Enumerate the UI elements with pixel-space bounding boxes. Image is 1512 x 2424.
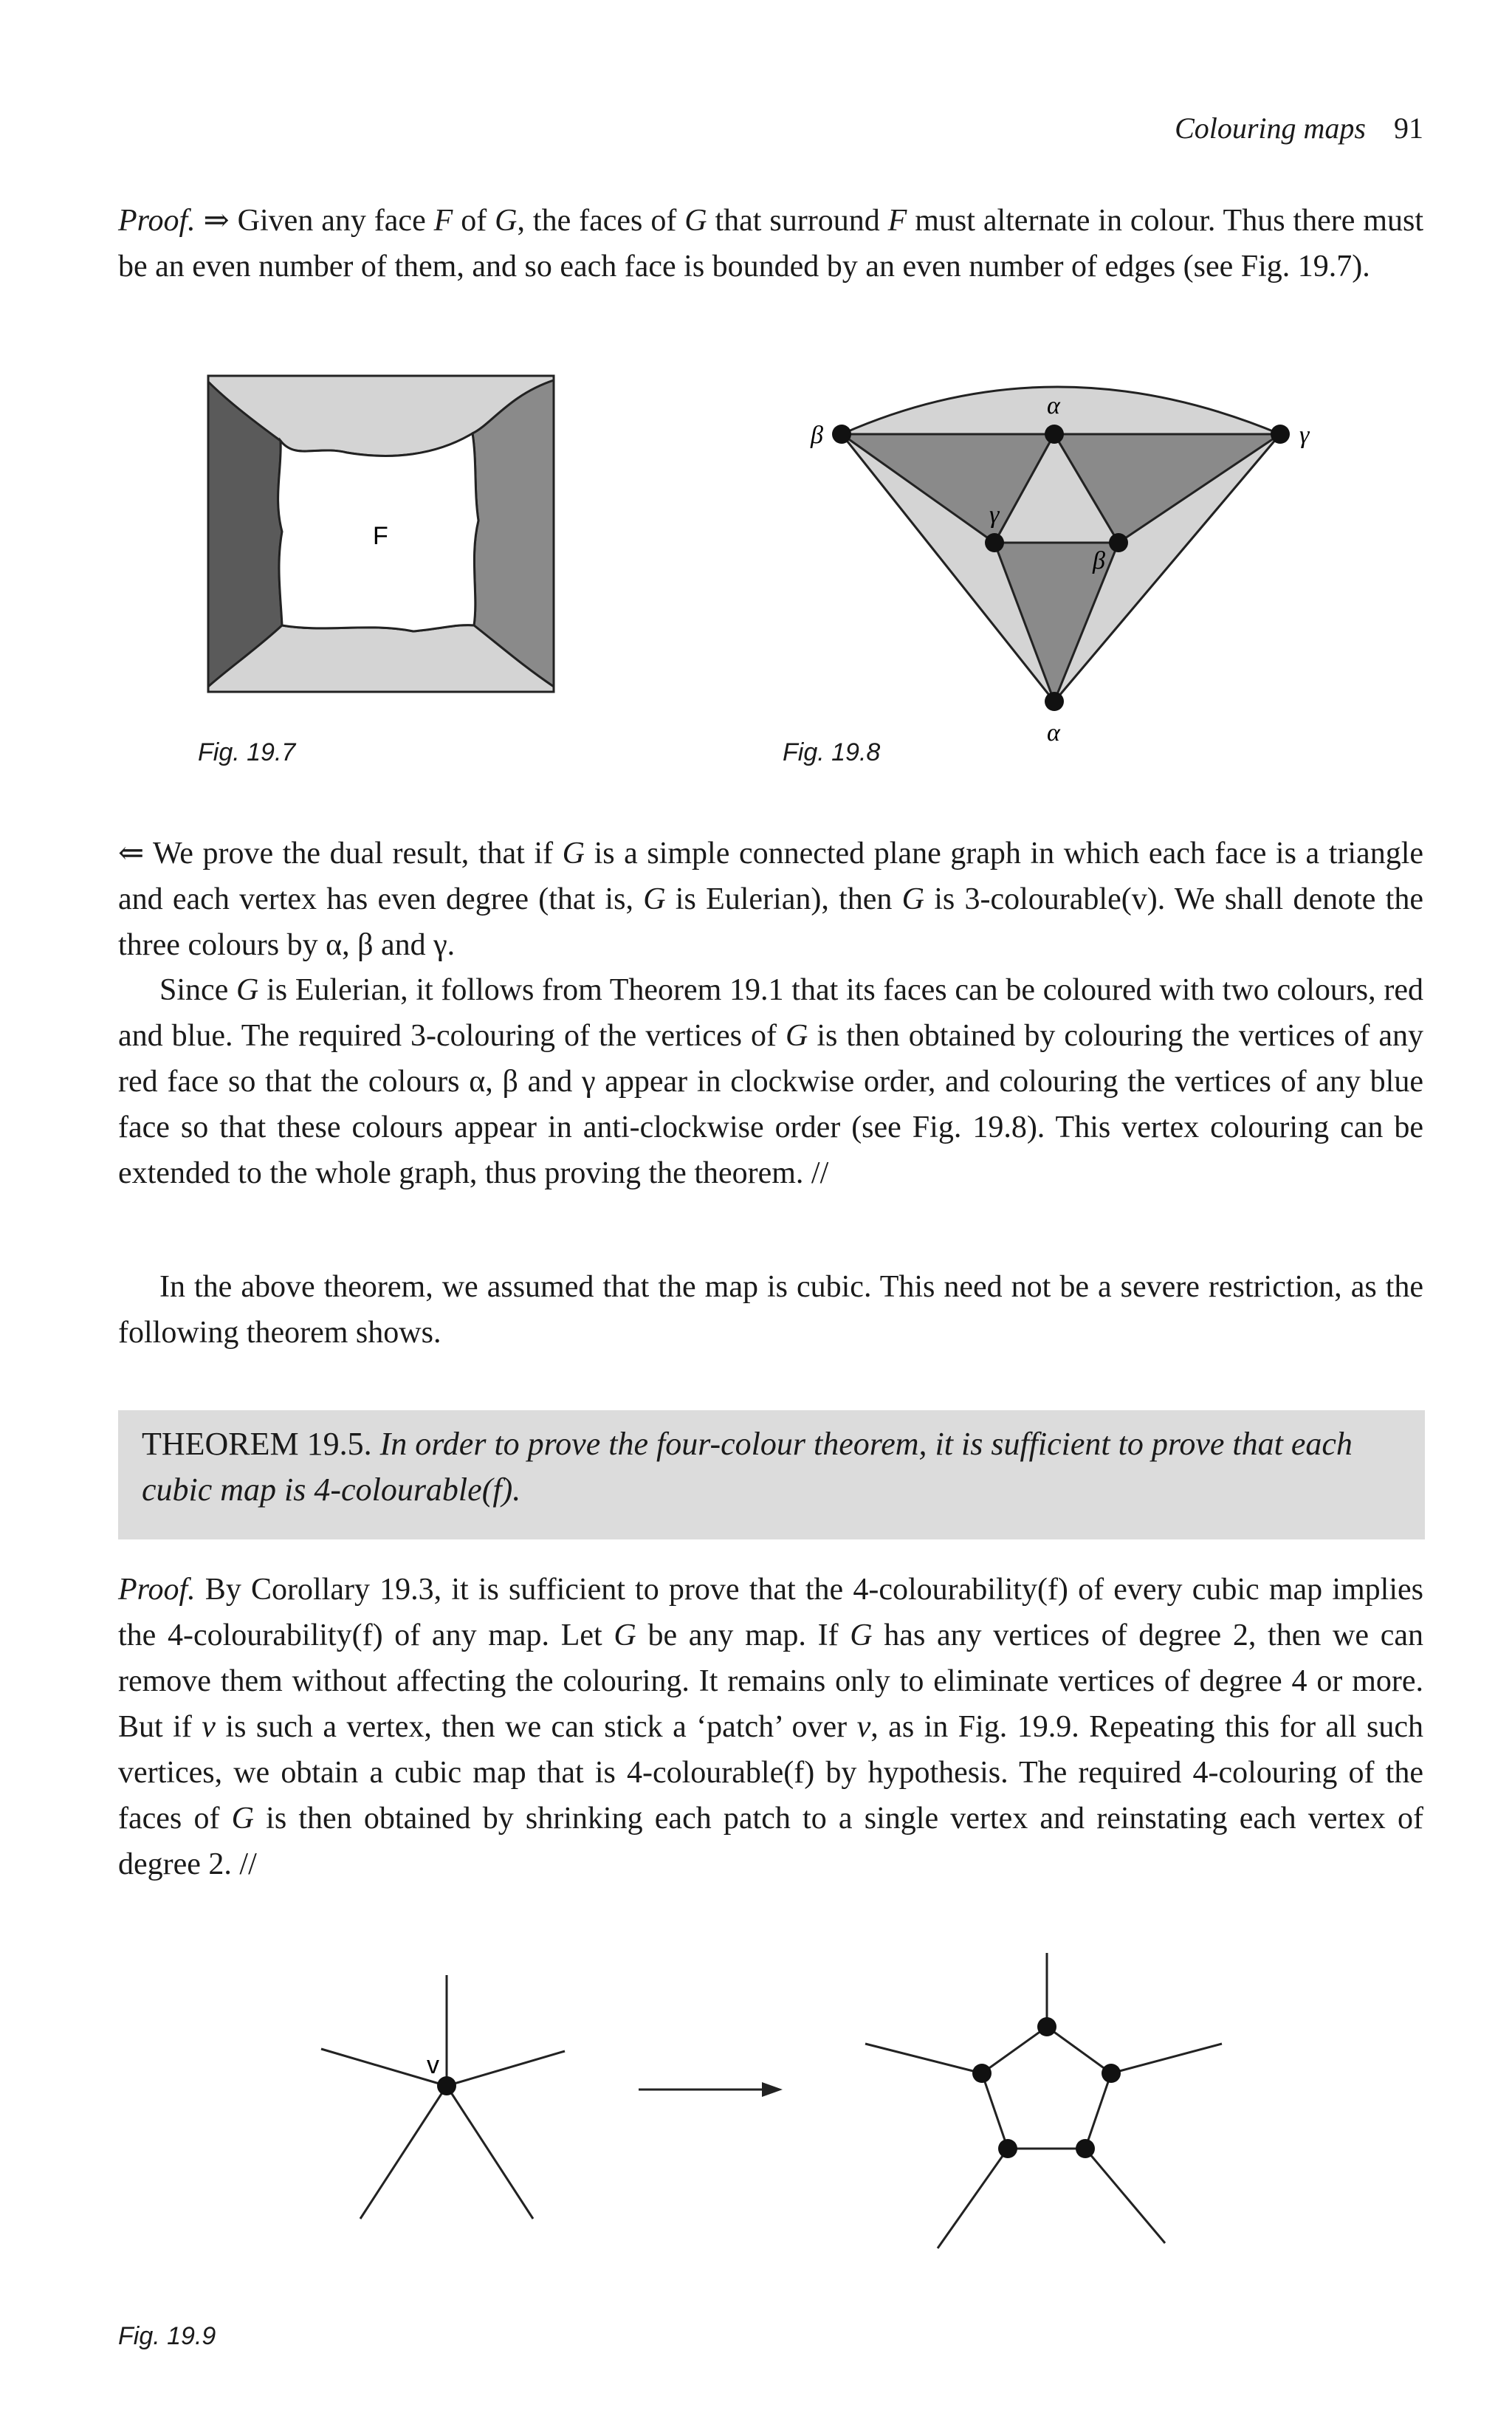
text-run: By Corollary 19.3, it is sufficient to prove that the 4-colourability(f) of every cubic map implies the 4-colourability(f) of any map. Let [118, 1573, 1423, 1652]
text-run: is 3-colourable(v). We shall denote the three colours by α, β and γ. [118, 882, 1423, 962]
text-run: of [453, 204, 495, 238]
transform-arrow [639, 2082, 783, 2097]
text-run: is such a vertex, then we can stick a ‘patch’ over [215, 1710, 857, 1744]
text-run: has any vertices of degree 2, then we can remove them without affecting the colouring. It remains only to eliminate vertices of degree 4 or more. But if [118, 1618, 1423, 1744]
since-paragraph [118, 967, 1423, 1196]
fig199-caption: Fig. 19.9 [118, 2322, 216, 2350]
text-run: Given any face [229, 204, 434, 238]
math-G: G [236, 973, 259, 1007]
label-gamma-inner: γ [989, 501, 1000, 529]
vertex-v [437, 2076, 456, 2095]
math-G: G [643, 882, 666, 916]
theorem-label: THEOREM 19.5. [142, 1426, 372, 1462]
vertex-gamma-inner [985, 533, 1004, 552]
page-number: 91 [1394, 111, 1423, 145]
text-run: must alternate in colour. Thus there must be an even number of them, and so each face is bounded by an even number of edges (see Fig. 19.7). [118, 204, 1423, 284]
text-run: Since [159, 973, 237, 1007]
math-F: F [887, 204, 907, 238]
patch-vertex [1102, 2064, 1121, 2083]
figure-19-9 [310, 1971, 1240, 2296]
math-G: G [562, 837, 585, 871]
converse-arrow: ⇐ [118, 837, 145, 871]
text-run: is Eulerian, it follows from Theorem 19.1 that its faces can be coloured with two colours, red and blue. The required 3-colouring of the vertices of [118, 973, 1424, 1053]
text-run: be any map. If [636, 1618, 850, 1652]
fig199-high-degree-vertex [321, 1975, 565, 2219]
math-G: G [785, 1019, 808, 1053]
patch-vertex [1037, 2017, 1056, 2036]
math-G: G [495, 204, 518, 238]
label-beta-left: β [811, 422, 823, 449]
math-G: G [850, 1618, 873, 1652]
text-run: , the faces of [517, 204, 685, 238]
vertex-alpha-top [1045, 425, 1064, 444]
fig199-patch-pentagon [865, 1953, 1222, 2248]
text-run: is a simple connected plane graph in which each face is a triangle and each vertex has even degree (that is, [118, 837, 1423, 916]
proof-forward-paragraph [118, 198, 1423, 289]
above-paragraph [118, 1264, 1423, 1356]
figure-19-8 [768, 354, 1358, 746]
math-F: F [433, 204, 453, 238]
vertex-beta-inner [1109, 533, 1128, 552]
math-G: G [901, 882, 924, 916]
fig197-caption: Fig. 19.7 [198, 738, 296, 766]
patch-vertex [998, 2139, 1017, 2158]
patch-vertex [972, 2064, 992, 2083]
math-G: G [614, 1618, 636, 1652]
text-run: is then obtained by colouring the vertices of any red face so that the colours α, β and γ appear in clockwise order, and colouring the vertices of any blue face so that these colours appear in anti-clockwise order (see Fig. 19.8). This vertex colouring can be extended to the whole graph, thus proving the theorem. // [118, 1019, 1423, 1190]
text-run: is Eulerian), then [665, 882, 902, 916]
vertex-v-label: v [427, 2051, 439, 2079]
text-run: In the above theorem, we assumed that the map is cubic. This need not be a severe restriction, as the following theorem shows. [118, 1270, 1423, 1350]
label-gamma-right: γ [1299, 422, 1310, 449]
theorem-statement: In order to prove the four-colour theorem, it is sufficient to prove that each cubic map is 4-colourable(f). [142, 1426, 1353, 1508]
math-G: G [684, 204, 707, 238]
theorem-19-5 [142, 1421, 1412, 1513]
label-alpha-bottom: α [1047, 719, 1060, 746]
vertex-alpha-bottom [1045, 692, 1064, 711]
fig198-caption: Fig. 19.8 [783, 738, 881, 766]
implies-symbol: ⇒ [203, 204, 230, 238]
text-run: that surround [707, 204, 888, 238]
figure-19-7 [199, 373, 568, 698]
face-F-label: F [373, 522, 388, 550]
label-alpha-top: α [1047, 392, 1060, 419]
text-run: is then obtained by shrinking each patch to a single vertex and reinstating each vertex of degree 2. // [118, 1802, 1423, 1881]
text-run: , as in Fig. 19.9. Repeating this for all such vertices, we obtain a cubic map that is 4-colourable(f) by hypothesis. The required 4-colouring of the faces of [118, 1710, 1423, 1836]
math-G: G [231, 1802, 254, 1836]
proof-theorem-19-5-paragraph [118, 1567, 1423, 1887]
proof-converse-paragraph [118, 831, 1423, 968]
running-header [1175, 111, 1423, 145]
label-beta-inner: β [1093, 547, 1105, 574]
vertex-beta-left [832, 425, 851, 444]
math-v: v [202, 1710, 216, 1744]
vertex-gamma-right [1271, 425, 1290, 444]
proof-lead: Proof. [118, 1573, 196, 1607]
math-v: v [856, 1710, 871, 1744]
proof-lead: Proof. [118, 204, 196, 238]
running-title: Colouring maps [1175, 111, 1366, 145]
text-run: We prove the dual result, that if [144, 837, 563, 871]
patch-vertex [1076, 2139, 1095, 2158]
